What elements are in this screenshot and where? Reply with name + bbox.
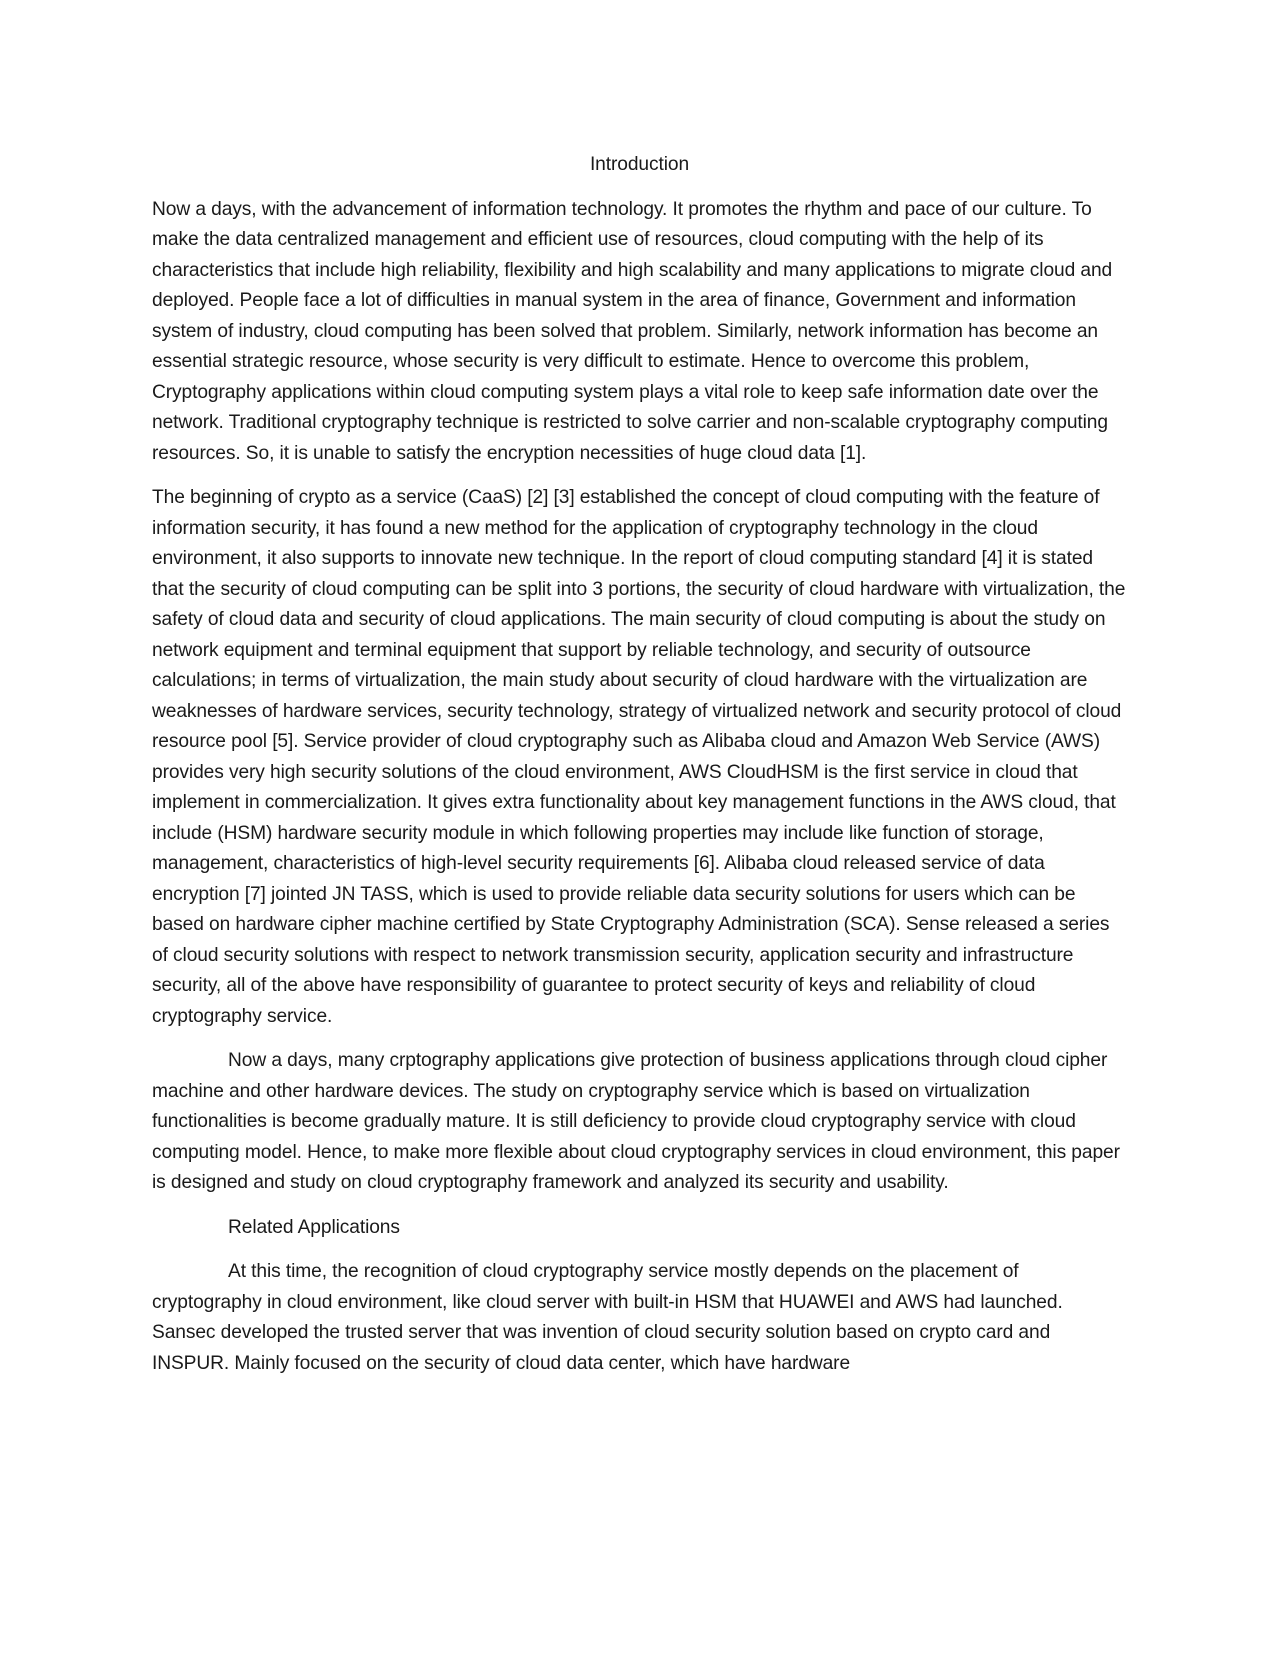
paragraph-2: The beginning of crypto as a service (CaaS) [2] [3] established the concept of cloud computing with the feature of information security, it has found a new method for the application of cryptography technology in the cloud environment, it also supports to innovate new technique. In the report of cloud computing standard [4] it is stated that the security of cloud computing can be split into 3 portions, the security of cloud hardware with virtualization, the safety of cloud data and security of cloud applications. The main security of cloud computing is about the study on network equipment and terminal equipment that support by reliable technology, and security of outsource calculations; in terms of virtualization, the main study about security of cloud hardware with the virtualization are weaknesses of hardware services, security technology, strategy of virtualized network and security protocol of cloud resource pool [5]. Service provider of cloud cryptography such as Alibaba cloud and Amazon Web Service (AWS) provides very high security solutions of the cloud environment, AWS CloudHSM is the first service in cloud that implement in commercialization. It gives extra functionality about key management functions in the AWS cloud, that include (HSM) hardware security module in which following properties may include like function of storage, management, characteristics of high-level security requirements [6]. Alibaba cloud released service of data encryption [7] jointed JN TASS, which is used to provide reliable data security solutions for users which can be based on hardware cipher machine certified by State Cryptography Administration (SCA). Sense released a series of cloud security solutions with respect to network transmission security, application security and infrastructure security, all of the above have responsibility of guarantee to protect security of keys and reliability of cloud cryptography service.: [152, 487, 1126, 1027]
paragraph-3: Now a days, many crptography applications give protection of business applications through cloud cipher machine and other hardware devices. The study on cryptography service which is based on virtualization functionalities is become gradually mature. It is still deficiency to provide cloud cryptography service with cloud computing model. Hence, to make more flexible about cloud cryptography services in cloud environment, this paper is designed and study on cloud cryptography framework and analyzed its security and usability.: [152, 1050, 1120, 1193]
document-page: [152, 150, 1127, 1393]
paragraph-1: Now a days, with the advancement of information technology. It promotes the rhythm and pace of our culture. To make the data centralized management and efficient use of resources, cloud computing with the help of its characteristics that include high reliability, flexibility and high scalability and many applications to migrate cloud and deployed. People face a lot of difficulties in manual system in the area of finance, Government and information system of industry, cloud computing has been solved that problem. Similarly, network information has become an essential strategic resource, whose security is very difficult to estimate. Hence to overcome this problem, Cryptography applications within cloud computing system plays a vital role to keep safe information date over the network. Traditional cryptography technique is restricted to solve carrier and non-scalable cryptography computing resources. So, it is unable to satisfy the encryption necessities of huge cloud data [1].: [152, 198, 1113, 464]
section-title: Introduction: [589, 154, 690, 175]
paragraph-4: At this time, the recognition of cloud cryptography service mostly depends on the placement of cryptography in cloud environment, like cloud server with built-in HSM that HUAWEI and AWS had launched. Sansec developed the trusted server that was invention of cloud security solution based on crypto card and INSPUR. Mainly focused on the security of cloud data center, which have hardware: [152, 1261, 1063, 1374]
subsection-title: Related Applications: [228, 1216, 400, 1238]
